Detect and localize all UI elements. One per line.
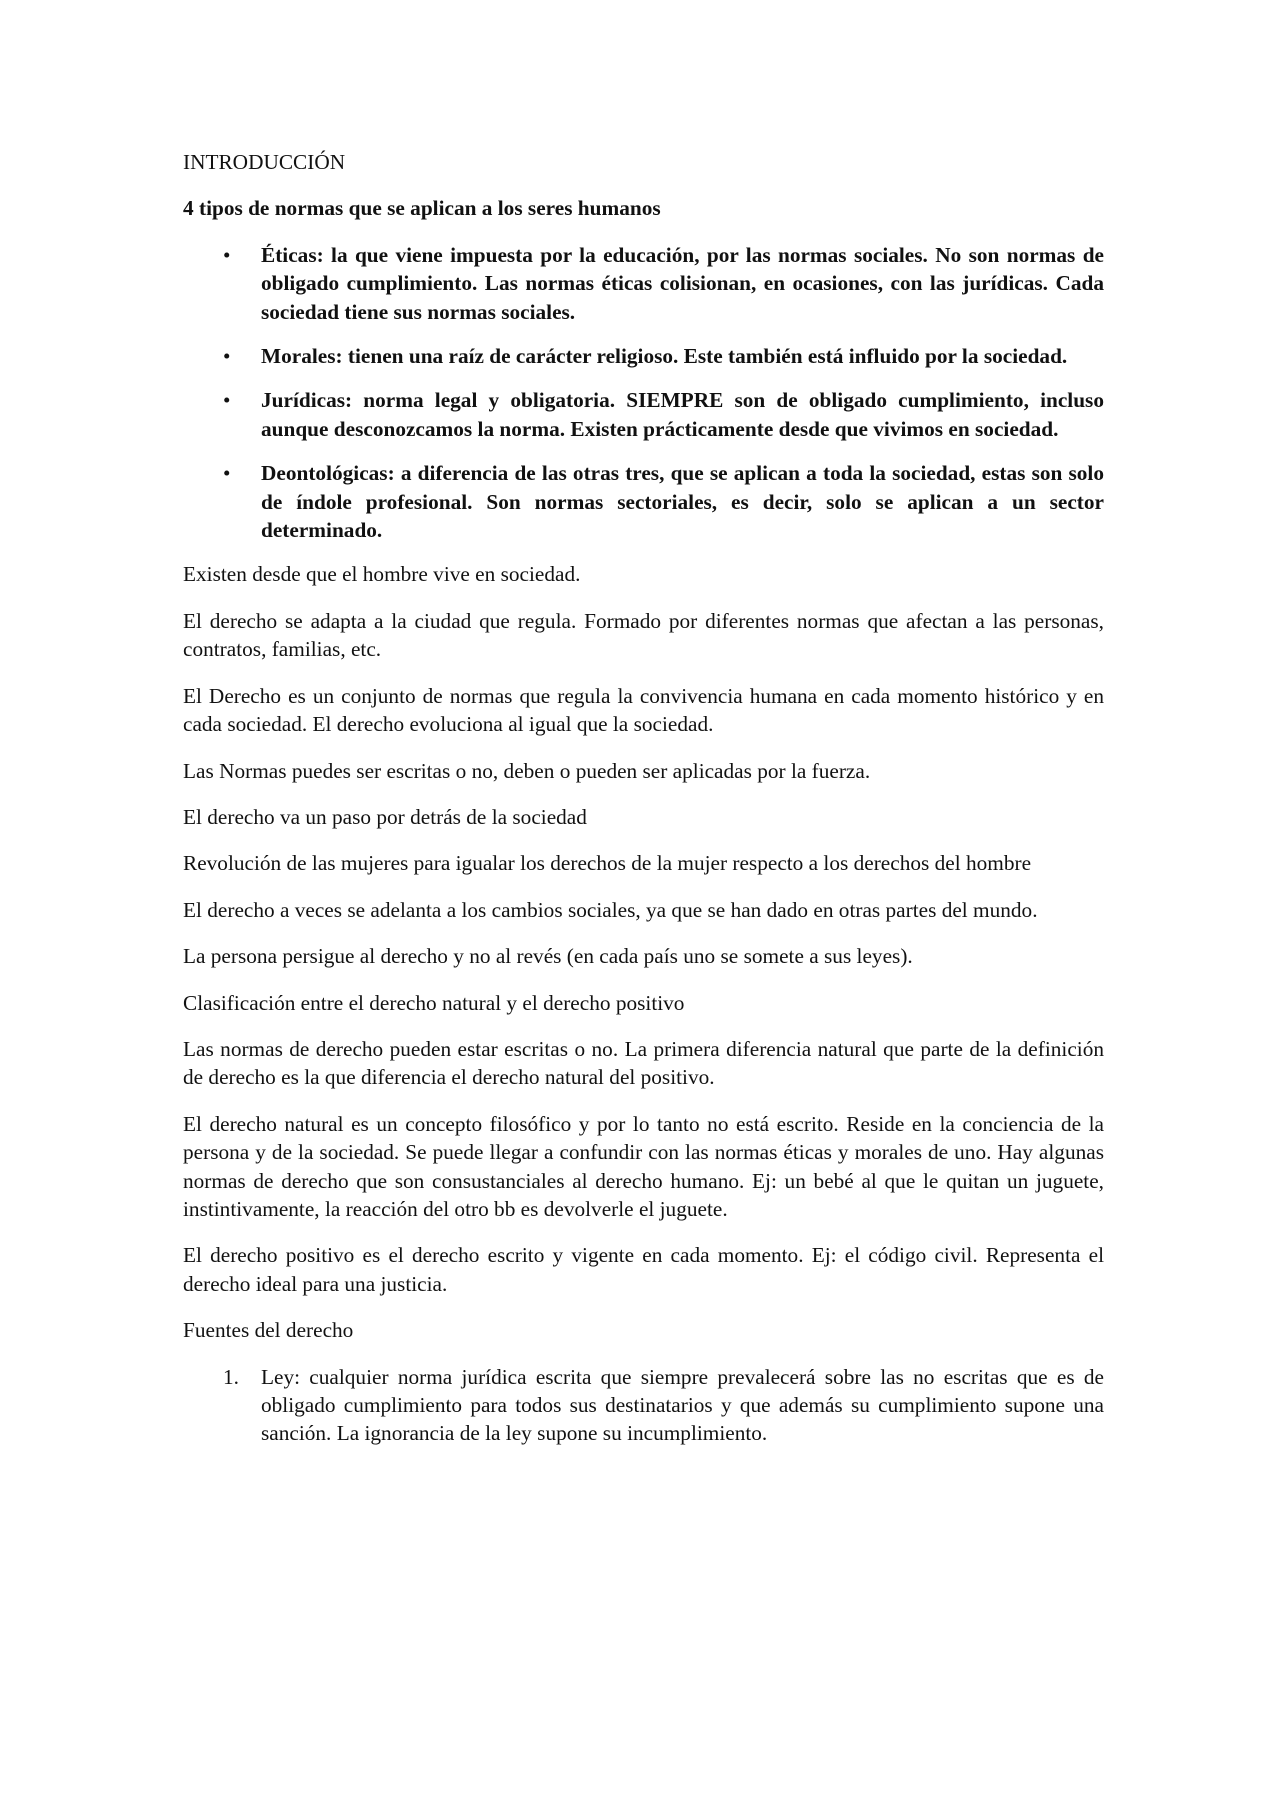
- classification-heading: Clasificación entre el derecho natural y el derecho positivo: [183, 990, 685, 1015]
- paragraph: El derecho positivo es el derecho escrito y vigente en cada momento. Ej: el código civil. Representa el derecho ideal para una justicia.: [183, 1243, 1104, 1296]
- list-item-text: Jurídicas: norma legal y obligatoria. SIEMPRE son de obligado cumplimiento, incluso aunque desconozcamos la norma. Existen prácticamente desde que vivimos en sociedad.: [261, 388, 1104, 441]
- paragraph: Las normas de derecho pueden estar escritas o no. La primera diferencia natural que parte de la definición de derecho es la que diferencia el derecho natural del positivo.: [183, 1036, 1104, 1090]
- list-item-text: Ley: cualquier norma jurídica escrita que siempre prevalecerá sobre las no escritas que es de obligado cumplimiento para todos sus destinatarios y que además su cumplimiento supone una sanción. La ignorancia de la ley supone su incumplimiento.: [261, 1364, 1104, 1446]
- section-title: INTRODUCCIÓN: [183, 150, 346, 174]
- list-item-eticas: [183, 241, 1104, 326]
- list-item-text: Morales: tienen una raíz de carácter religioso. Este también está influido por la sociedad.: [261, 344, 1068, 369]
- document-page: [183, 148, 1104, 1448]
- sources-heading: Fuentes del derecho: [183, 1318, 354, 1343]
- bullet-icon: •: [223, 344, 231, 369]
- bullet-icon: •: [223, 242, 231, 267]
- paragraph: El Derecho es un conjunto de normas que regula la convivencia humana en cada momento histórico y en cada sociedad. El derecho evoluciona al igual que la sociedad.: [183, 683, 1104, 737]
- list-item-ley: [183, 1363, 1104, 1448]
- paragraph: El derecho natural es un concepto filosófico y por lo tanto no está escrito. Reside en la conciencia de la persona y de la sociedad. Se puede llegar a confundir con las normas éticas y morales de uno. Hay algunas normas de derecho que son consustanciales al derecho humano. Ej: un bebé al que le quitan un juguete, instintivamente, la reacción del otro bb es devolverle el juguete.: [183, 1111, 1104, 1221]
- paragraph: Existen desde que el hombre vive en sociedad.: [183, 562, 581, 587]
- bullet-icon: •: [223, 388, 231, 413]
- list-number: 1.: [223, 1364, 239, 1389]
- paragraph: El derecho va un paso por detrás de la sociedad: [183, 804, 587, 829]
- list-item-juridicas: [183, 386, 1104, 443]
- paragraph: Revolución de las mujeres para igualar los derechos de la mujer respecto a los derechos del hombre: [183, 851, 1032, 876]
- list-item-text: Éticas: la que viene impuesta por la educación, por las normas sociales. No son normas de obligado cumplimiento. Las normas éticas colisionan, en ocasiones, con las jurídicas. Cada sociedad tiene sus normas sociales.: [261, 242, 1104, 324]
- sources-list: [183, 1363, 1104, 1448]
- list-item-text: Deontológicas: a diferencia de las otras tres, que se aplican a toda la sociedad, estas son solo de índole profesional. Son normas sectoriales, es decir, solo se aplican a un sector determinado.: [261, 461, 1104, 543]
- list-item-morales: [183, 342, 1104, 370]
- bullet-icon: •: [223, 461, 231, 486]
- paragraph: El derecho se adapta a la ciudad que regula. Formado por diferentes normas que afectan a las personas, contratos, familias, etc.: [183, 608, 1104, 662]
- paragraph: Las Normas puedes ser escritas o no, deben o pueden ser aplicadas por la fuerza.: [183, 758, 871, 783]
- paragraph: La persona persigue al derecho y no al revés (en cada país uno se somete a sus leyes).: [183, 944, 913, 969]
- paragraph: El derecho a veces se adelanta a los cambios sociales, ya que se han dado en otras partes del mundo.: [183, 897, 1038, 922]
- list-item-deontologicas: [183, 459, 1104, 544]
- norm-types-heading: 4 tipos de normas que se aplican a los seres humanos: [183, 196, 661, 221]
- norm-types-list: [183, 241, 1104, 545]
